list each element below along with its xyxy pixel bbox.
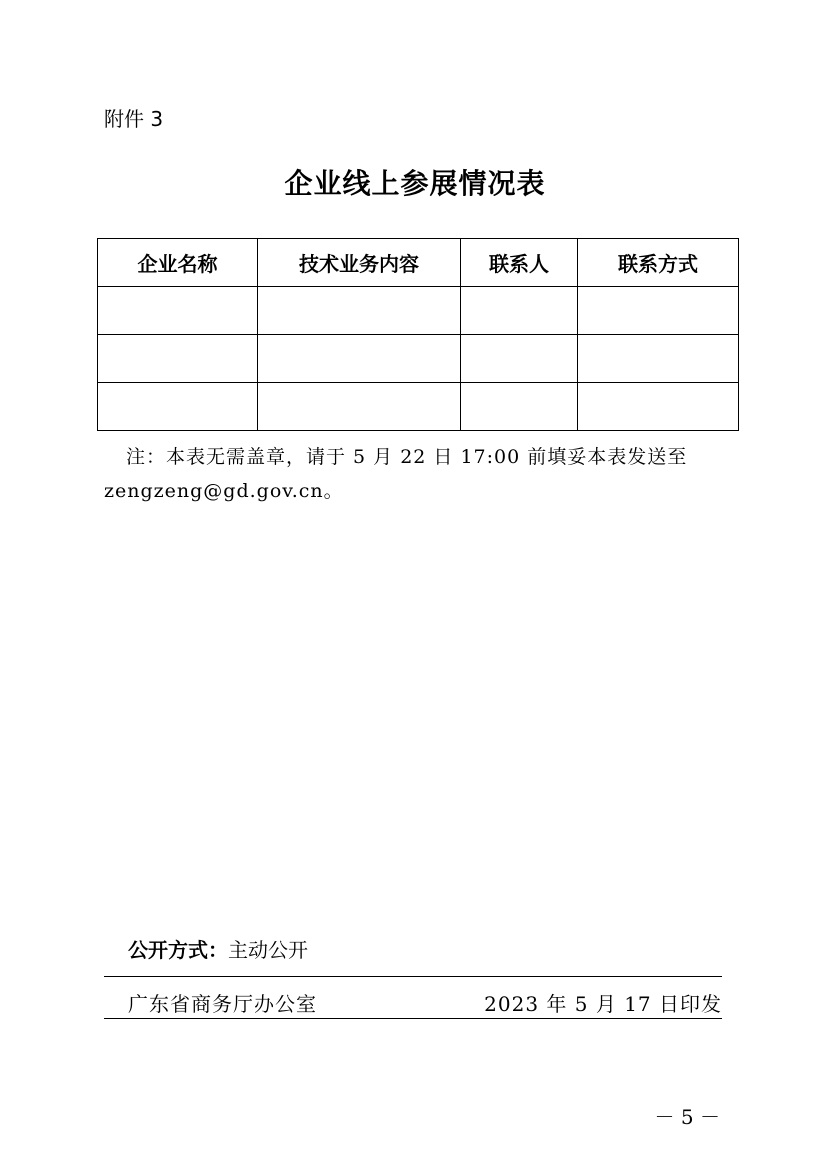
table-cell bbox=[258, 335, 461, 383]
table-cell bbox=[258, 287, 461, 335]
participation-table bbox=[97, 238, 739, 431]
header-contact-method: 联系方式 bbox=[578, 239, 739, 287]
table-row bbox=[98, 287, 739, 335]
header-company-name: 企业名称 bbox=[98, 239, 258, 287]
table-cell bbox=[258, 383, 461, 431]
table-cell bbox=[578, 335, 739, 383]
table-cell bbox=[578, 287, 739, 335]
table-cell bbox=[461, 335, 578, 383]
note-line-2: zengzeng@gd.gov.cn。 bbox=[104, 480, 344, 502]
disclosure-value: 主动公开 bbox=[228, 938, 308, 962]
table-header-row bbox=[98, 239, 739, 287]
header-business-content: 技术业务内容 bbox=[258, 239, 461, 287]
table-cell bbox=[578, 383, 739, 431]
table-cell bbox=[98, 287, 258, 335]
disclosure-label: 公开方式： bbox=[128, 938, 228, 962]
table-row bbox=[98, 383, 739, 431]
footer-rule-bottom bbox=[104, 1018, 722, 1019]
attachment-label: 附件 3 bbox=[104, 107, 164, 131]
disclosure-method bbox=[128, 934, 308, 963]
footer-rule-top bbox=[104, 976, 722, 977]
page-title: 企业线上参展情况表 bbox=[284, 167, 546, 200]
table-cell bbox=[461, 287, 578, 335]
table-cell bbox=[461, 383, 578, 431]
page-number: － 5 － bbox=[654, 1105, 720, 1129]
issuer: 广东省商务厅办公室 bbox=[128, 992, 317, 1016]
table-cell bbox=[98, 383, 258, 431]
table-row bbox=[98, 335, 739, 383]
issue-date: 2023 年 5 月 17 日印发 bbox=[484, 992, 722, 1016]
header-contact-person: 联系人 bbox=[461, 239, 578, 287]
note-line-1: 注：本表无需盖章，请于 5 月 22 日 17:00 前填妥本表发送至 bbox=[126, 446, 688, 468]
table-cell bbox=[98, 335, 258, 383]
